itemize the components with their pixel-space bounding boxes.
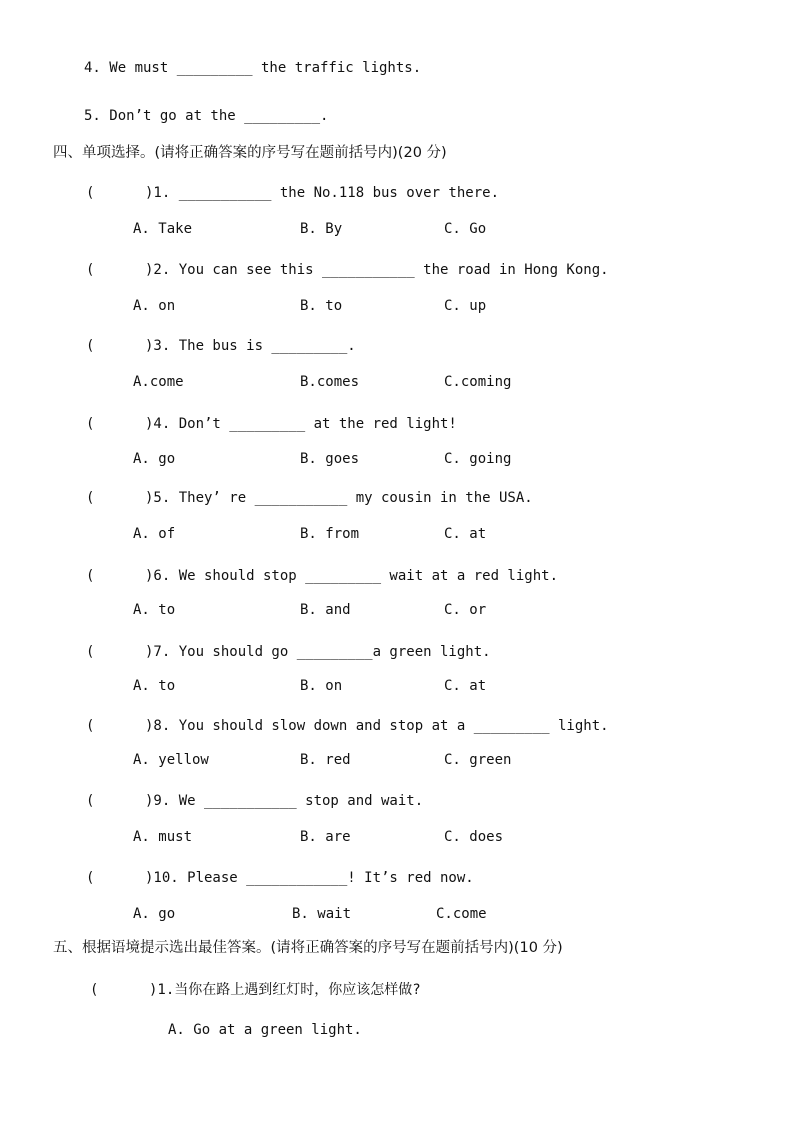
question-stem: ( )4. Don’t _________ at the red light! xyxy=(86,416,457,432)
option-b: B. By xyxy=(300,221,343,237)
question-stem: ( )5. They’ re ___________ my cousin in the USA. xyxy=(86,490,533,506)
question-stem: ( )1.当你在路上遇到红灯时，你应该怎样做? xyxy=(90,982,421,998)
option-b: B. wait xyxy=(292,906,352,922)
option-c: C. does xyxy=(444,829,504,845)
fill-item-5: 5. Don’t go at the _________. xyxy=(84,108,329,124)
question-stem: ( )2. You can see this ___________ the road in Hong Kong. xyxy=(86,262,609,278)
option-b: B. red xyxy=(300,752,351,768)
option-c: C.coming xyxy=(444,374,512,390)
option-c: C. at xyxy=(444,678,487,694)
option-a: A. Go at a green light. xyxy=(168,1022,362,1038)
option-a: A. to xyxy=(133,602,176,618)
option-a: A. on xyxy=(133,298,176,314)
question-stem: ( )8. You should slow down and stop at a _________ light. xyxy=(86,718,609,734)
option-a: A. Take xyxy=(133,221,193,237)
option-b: B. and xyxy=(300,602,351,618)
option-a: A. go xyxy=(133,906,176,922)
question-stem: ( )1. ___________ the No.118 bus over there. xyxy=(86,185,500,201)
option-b: B. to xyxy=(300,298,343,314)
option-b: B. on xyxy=(300,678,343,694)
option-a: A. must xyxy=(133,829,193,845)
question-stem: ( )3. The bus is _________. xyxy=(86,338,356,354)
option-a: A. of xyxy=(133,526,176,542)
fill-item-4: 4. We must _________ the traffic lights. xyxy=(84,60,422,76)
option-b: B.comes xyxy=(300,374,360,390)
question-stem: ( )7. You should go _________a green light. xyxy=(86,644,491,660)
option-c: C. green xyxy=(444,752,512,768)
option-a: A.come xyxy=(133,374,184,390)
option-c: C.come xyxy=(436,906,487,922)
option-b: B. are xyxy=(300,829,351,845)
question-stem: ( )10. Please ____________! It’s red now. xyxy=(86,870,474,886)
section-5-heading: 五、根据语境提示选出最佳答案。(请将正确答案的序号写在题前括号内)(10 分) xyxy=(53,940,563,956)
option-c: C. going xyxy=(444,451,512,467)
option-a: A. yellow xyxy=(133,752,209,768)
option-a: A. go xyxy=(133,451,176,467)
section-4-heading: 四、单项选择。(请将正确答案的序号写在题前括号内)(20 分) xyxy=(53,145,447,161)
option-c: C. at xyxy=(444,526,487,542)
option-c: C. or xyxy=(444,602,487,618)
option-c: C. up xyxy=(444,298,487,314)
option-a: A. to xyxy=(133,678,176,694)
option-c: C. Go xyxy=(444,221,487,237)
question-stem: ( )6. We should stop _________ wait at a red light. xyxy=(86,568,559,584)
option-b: B. goes xyxy=(300,451,360,467)
question-stem: ( )9. We ___________ stop and wait. xyxy=(86,793,424,809)
option-b: B. from xyxy=(300,526,360,542)
